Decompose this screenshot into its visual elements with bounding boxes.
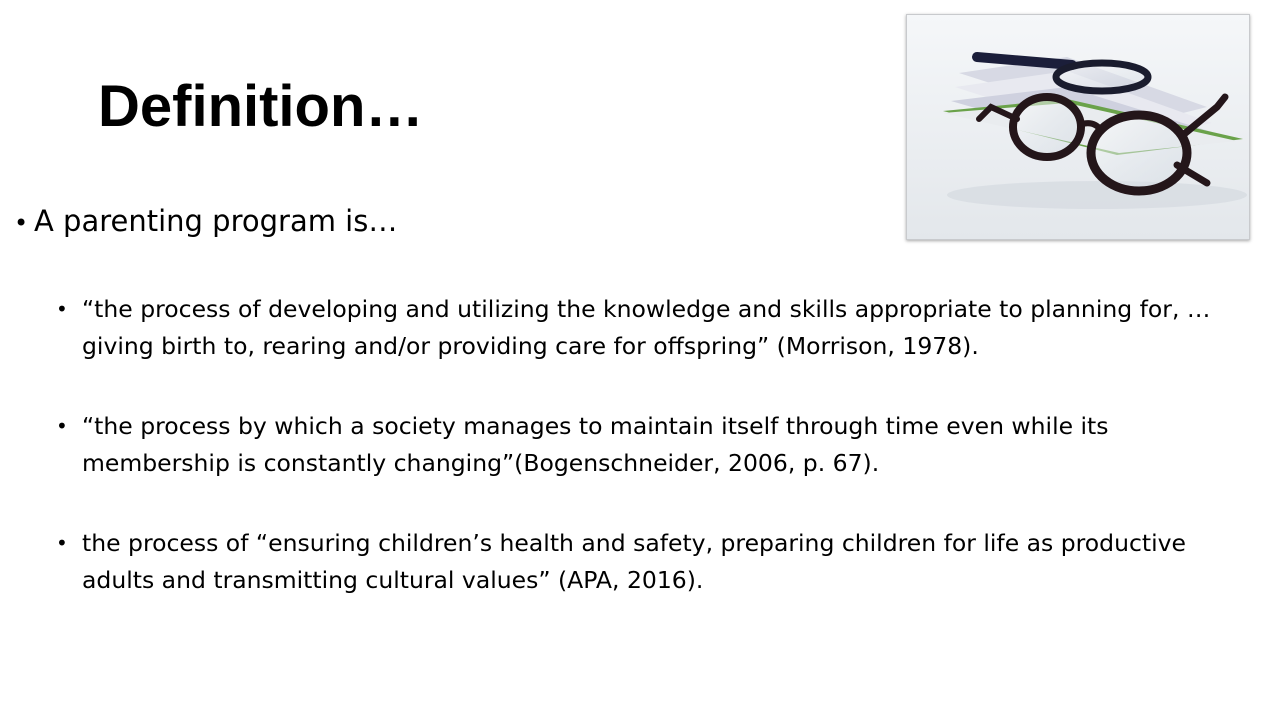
bullet-dot: • — [56, 297, 68, 321]
bullet-dot: • — [56, 531, 68, 555]
bullet-dot: • — [56, 414, 68, 438]
sub-bullet-item — [56, 291, 1256, 365]
bullet-dot: • — [14, 209, 29, 237]
sub-bullet-item — [56, 408, 1256, 482]
sub-bullet-item — [56, 525, 1256, 599]
slide-title: Definition… — [98, 74, 424, 139]
sub-bullet-text: the process of “ensuring children’s health and safety, preparing children for life as productive adults and transmitting cultural values” (APA, 2016). — [82, 529, 1187, 594]
main-bullet — [14, 200, 397, 244]
sub-bullet-list — [56, 291, 1256, 642]
glasses-book-photo — [906, 14, 1250, 240]
sub-bullet-text: “the process of developing and utilizing the knowledge and skills appropriate to planning for, … giving birth to, rearing and/or providing care for offspring” (Morrison, 1978). — [82, 295, 1211, 360]
sub-bullet-text: “the process by which a society manages to maintain itself through time even while its membership is constantly changing”(Bogenschneider, 2006, p. 67). — [82, 412, 1109, 477]
main-bullet-text: A parenting program is… — [34, 204, 398, 238]
